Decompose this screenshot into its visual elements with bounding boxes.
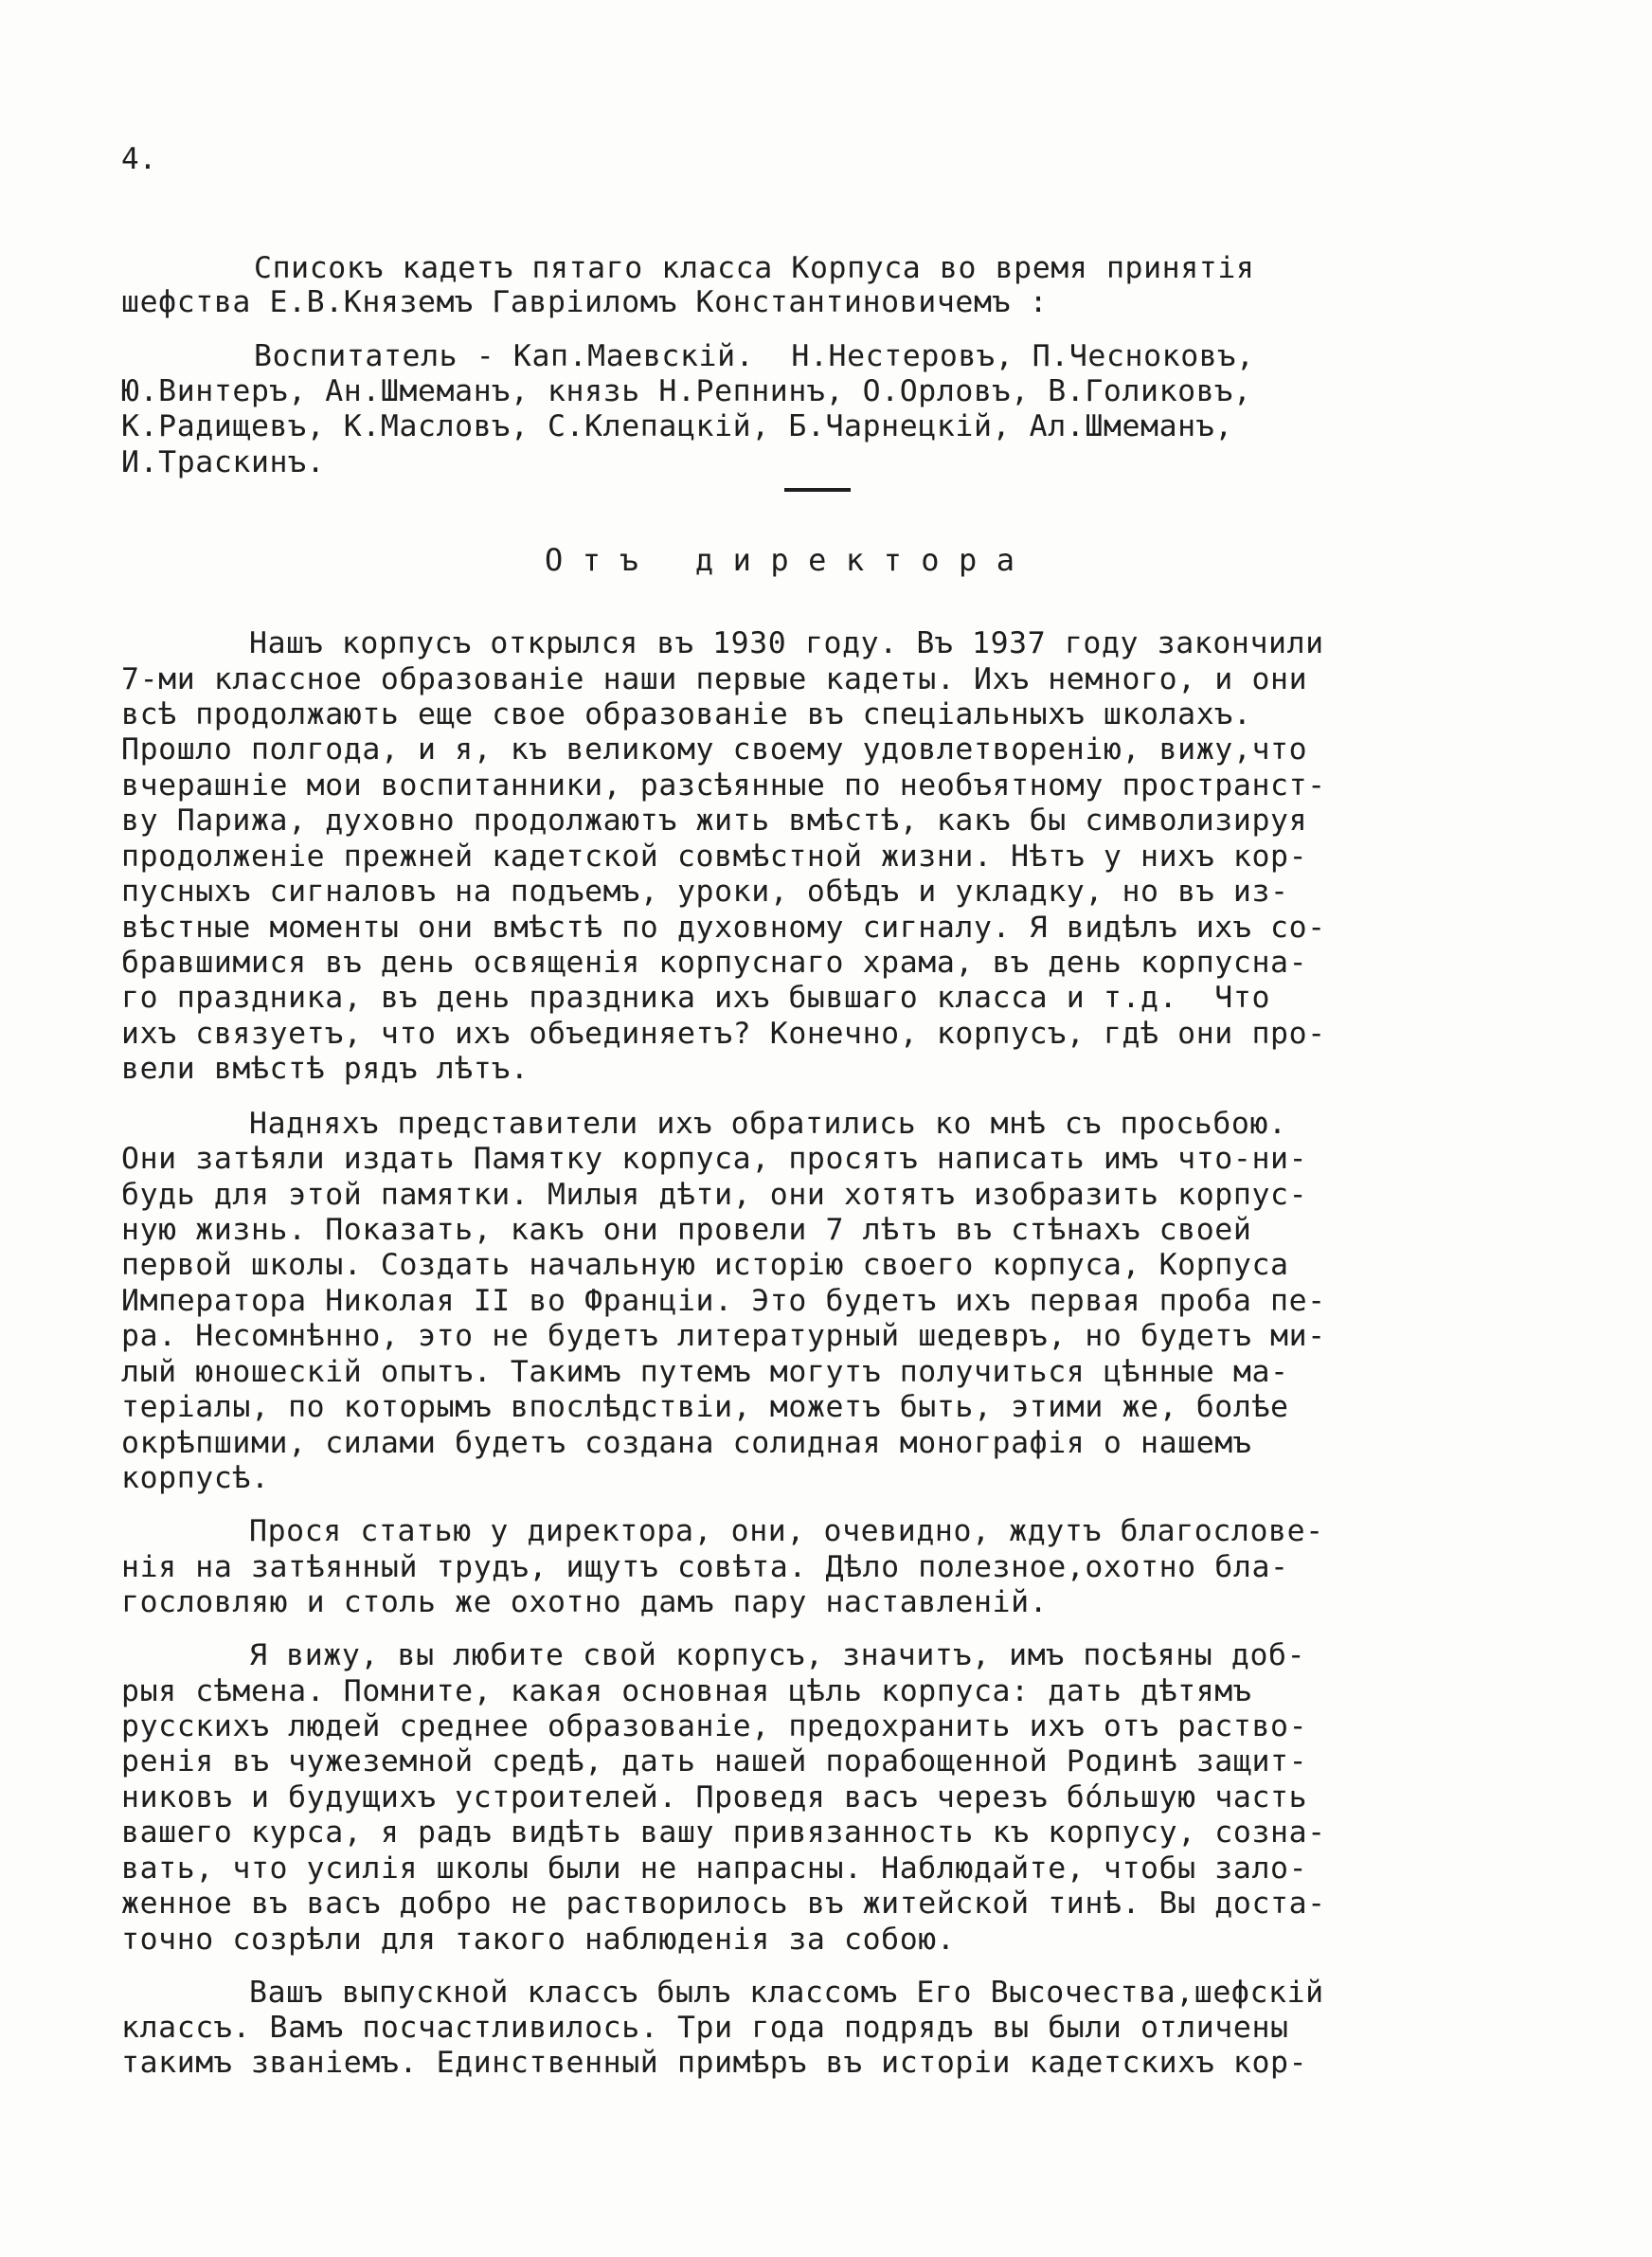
paragraph-line: продолженіе прежней кадетской совмѣстной жизни. Нѣтъ у нихъ кор- bbox=[121, 840, 1308, 874]
paragraph-line: вашего курса, я радъ видѣть вашу привязанность къ корпусу, созна- bbox=[121, 1815, 1326, 1850]
paragraph-line: вѣстные моменты они вмѣстѣ по духовному сигналу. Я видѣлъ ихъ со- bbox=[121, 911, 1326, 945]
paragraph-line: Я вижу, вы любите свой корпусъ, значитъ, имъ посѣяны доб- bbox=[249, 1638, 1306, 1672]
paragraph-line: Императора Николая II во Франціи. Это будетъ ихъ первая проба пе- bbox=[121, 1284, 1326, 1318]
paragraph-line: гословляю и столь же охотно дамъ пару наставленій. bbox=[121, 1585, 1049, 1619]
paragraph-line: вчерашніе мои воспитанники, разсѣянные по необъятному пространст- bbox=[121, 768, 1326, 803]
paragraph-line: классъ. Вамъ посчастливилось. Три года подрядъ вы были отличены bbox=[121, 2011, 1289, 2045]
paragraph-line: Прося статью у директора, они, очевидно, ждутъ благослове- bbox=[249, 1514, 1324, 1548]
class-list-line: Воспитатель - Кап.Маевскій. Н.Нестеровъ, П.Чесноковъ, bbox=[254, 339, 1255, 373]
section-divider bbox=[784, 488, 851, 492]
page-number: 4. bbox=[121, 142, 157, 176]
paragraph-line: лый юношескій опытъ. Такимъ путемъ могутъ получиться цѣнные ма- bbox=[121, 1355, 1289, 1389]
paragraph-line: вать, что усилія школы были не напрасны. Наблюдайте, чтобы зало- bbox=[121, 1851, 1308, 1886]
paragraph-line: рыя сѣмена. Помните, какая основная цѣль корпуса: дать дѣтямъ bbox=[121, 1674, 1252, 1708]
paragraph-line: такимъ званіемъ. Единственный примѣръ въ исторіи кадетскихъ кор- bbox=[121, 2046, 1308, 2080]
paragraph-line: корпусѣ. bbox=[121, 1461, 270, 1495]
paragraph-line: всѣ продолжають еще свое образованіе въ спеціальныхъ школахъ. bbox=[121, 697, 1252, 731]
paragraph-line: теріалы, по которымъ впослѣдствіи, можетъ быть, этими же, болѣе bbox=[121, 1390, 1289, 1424]
paragraph-line: го праздника, въ день праздника ихъ бывшаго класса и т.д. Что bbox=[121, 981, 1271, 1015]
paragraph-line: Они затѣяли издать Памятку корпуса, просятъ написать имъ что-ни- bbox=[121, 1142, 1308, 1176]
paragraph-line: нія на затѣянный трудъ, ищутъ совѣта. Дѣло полезное,охотно бла- bbox=[121, 1550, 1289, 1584]
paragraph-line: бравшимися въ день освященія корпуснаго храма, въ день корпусна- bbox=[121, 946, 1308, 980]
paragraph-line: ву Парижа, духовно продолжаютъ жить вмѣстѣ, какъ бы символизируя bbox=[121, 803, 1308, 838]
paragraph-line: женное въ васъ добро не растворилось въ житейской тинѣ. Вы доста- bbox=[121, 1887, 1326, 1921]
paragraph-line: Прошло полгода, и я, къ великому своему удовлетворенію, вижу,что bbox=[121, 732, 1308, 767]
paragraph-line: русскихъ людей среднее образованіе, предохранить ихъ отъ раство- bbox=[121, 1709, 1308, 1743]
paragraph-line: ра. Несомнѣнно, это не будетъ литературный шедевръ, но будетъ ми- bbox=[121, 1319, 1326, 1353]
paragraph-line: ренія въ чужеземной средѣ, дать нашей порабощенной Родинѣ защит- bbox=[121, 1744, 1308, 1779]
section-title: О т ъ д и р е к т о р а bbox=[545, 542, 1015, 578]
paragraph-line: окрѣпшими, силами будетъ создана солидная монографія о нашемъ bbox=[121, 1426, 1252, 1460]
paragraph-line: первой школы. Создать начальную исторію своего корпуса, Корпуса bbox=[121, 1248, 1289, 1282]
class-list-line: Списокъ кадетъ пятаго класса Корпуса во время принятія bbox=[254, 251, 1255, 285]
paragraph-line: пусныхъ сигналовъ на подъемъ, уроки, обѣдъ и укладку, но въ из- bbox=[121, 875, 1289, 909]
paragraph-line: точно созрѣли для такого наблюденія за собою. bbox=[121, 1923, 956, 1957]
paragraph-line: 7-ми классное образованіе наши первые кадеты. Ихъ немного, и они bbox=[121, 662, 1308, 696]
paragraph-line: Надняхъ представители ихъ обратились ко мнѣ съ просьбою. bbox=[249, 1107, 1287, 1141]
class-list-line: шефства Е.В.Княземъ Гавріиломъ Константиновичемъ : bbox=[121, 285, 1049, 319]
class-list-line: И.Траскинъ. bbox=[121, 445, 326, 479]
class-list-line: К.Радищевъ, К.Масловъ, С.Клепацкій, Б.Чарнецкій, Ал.Шмеманъ, bbox=[121, 409, 1233, 443]
paragraph-line: ихъ связуетъ, что ихъ объединяетъ? Конечно, корпусъ, гдѣ они про- bbox=[121, 1017, 1326, 1051]
paragraph-line: ную жизнь. Показать, какъ они провели 7 лѣтъ въ стѣнахъ своей bbox=[121, 1213, 1252, 1247]
paragraph-line: будь для этой памятки. Милыя дѣти, они хотятъ изобразить корпус- bbox=[121, 1178, 1308, 1212]
paragraph-line: Вашъ выпускной классъ былъ классомъ Его Высочества,шефскій bbox=[249, 1976, 1324, 2010]
paragraph-line: никовъ и будущихъ устроителей. Проведя васъ черезъ бóльшую часть bbox=[121, 1780, 1308, 1815]
class-list-line: Ю.Винтеръ, Ан.Шмеманъ, князь Н.Репнинъ, О.Орловъ, В.Голиковъ, bbox=[121, 374, 1252, 408]
paragraph-line: вели вмѣстѣ рядъ лѣтъ. bbox=[121, 1052, 530, 1086]
paragraph-line: Нашъ корпусъ открылся въ 1930 году. Въ 1937 году закончили bbox=[249, 626, 1324, 660]
